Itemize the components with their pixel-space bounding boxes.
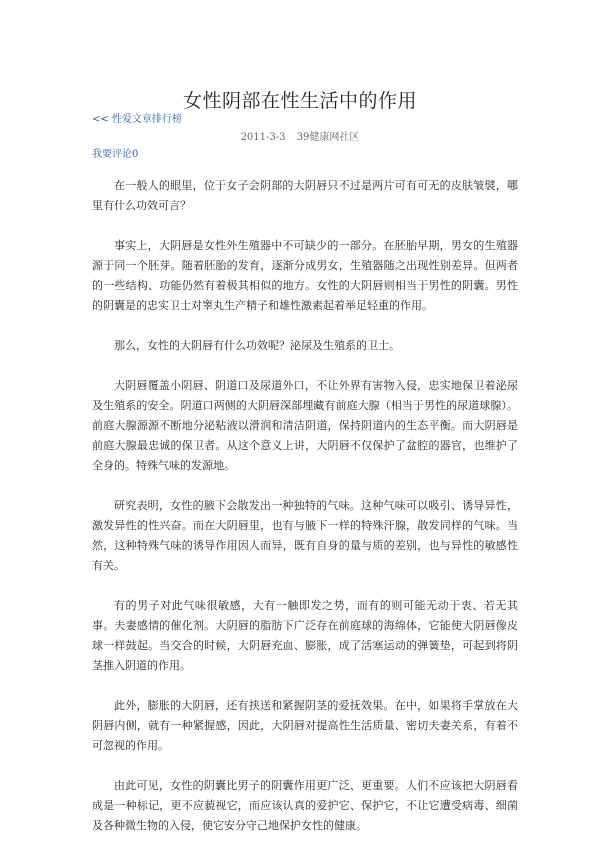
paragraph: 事实上，大阴唇是女性外生殖器中不可缺少的一部分。在胚胎早期，男女的生殖器源于同一个胚芽。随着胚胎的发育，逐渐分成男女，生殖器随之出现性别差异。但两者的一些结构、功能仍然有着极其相似的地方。女性的大阴唇则相当于男性的阴囊。男性的阴囊是的忠实卫士对睾丸生产精子和雄性激素起着举足轻重的作用。 (92, 239, 518, 312)
comment-link[interactable]: 我要评论0 (92, 149, 139, 160)
paragraph: 那么，女性的大阴唇有什么功效呢？泌尿及生殖系的卫士。 (114, 339, 400, 352)
article-meta (0, 128, 600, 143)
paragraph: 由此可见，女性的阴囊比男子的阴囊作用更广泛、更重要。人们不应该把大阴唇看成是一种标记，更不应藐视它，而应该认真的爱护它、保护它，不让它遭受病毒、细菌及各种微生物的入侵，使它安分守己地保护女性的健康。 (92, 779, 518, 832)
paragraph: 大阴唇覆盖小阴唇、阴道口及尿道外口，不让外界有害物入侵，忠实地保卫着泌尿及生殖系的安全。阴道口两侧的大阴唇深部埋藏有前庭大腺（相当于男性的尿道球腺）。前庭大腺源源不断地分泌粘液以滑润和清洁阴道，保持阴道内的生态平衡。而大阴唇是前庭大腺最忠诚的保卫者。从这个意义上讲，大阴唇不仅保护了盆腔的器官，也维护了全身的。特殊气味的发源地。 (92, 379, 518, 472)
paragraph: 研究表明，女性的腋下会散发出一种独特的气味。这种气味可以吸引、诱导异性，激发异性的性兴奋。而在大阴唇里，也有与腋下一样的特殊汗腺，散发同样的气味。当然，这种特殊气味的诱导作用因人而异，既有自身的量与质的差别，也与异性的敏感性有关。 (92, 499, 518, 572)
publish-date: 2011-3-3 (240, 132, 286, 143)
paragraph: 在一般人的眼里，位于女子会阴部的大阴唇只不过是两片可有可无的皮肤皱襞，哪里有什么功效可言？ (92, 179, 518, 212)
article-body (92, 176, 518, 856)
ranking-link[interactable]: << 性爱文章排行榜 (92, 114, 182, 125)
article-title: 女性阴部在性生活中的作用 (182, 90, 417, 112)
paragraph: 此外，膨胀的大阴唇，还有挟送和紧握阴茎的爱抚效果。在中，如果将手掌放在大阴唇内侧，就有一种紧握感，因此，大阴唇对提高性生活质量、密切夫妻关系，有着不可忽视的作用。 (92, 699, 518, 752)
source-name: 39健康网社区 (296, 132, 360, 143)
paragraph: 有的男子对此气味很敏感，大有一触即发之势，而有的则可能无动于衷、若无其事。夫妻感情的催化剂。大阴唇的脂肪下广泛存在前庭球的海绵体，它能使大阴唇像皮球一样鼓起。当交合的时候，大阴唇充血、膨胀，成了活塞运动的弹簧垫，可起到将阴茎推入阴道的作用。 (92, 599, 518, 672)
